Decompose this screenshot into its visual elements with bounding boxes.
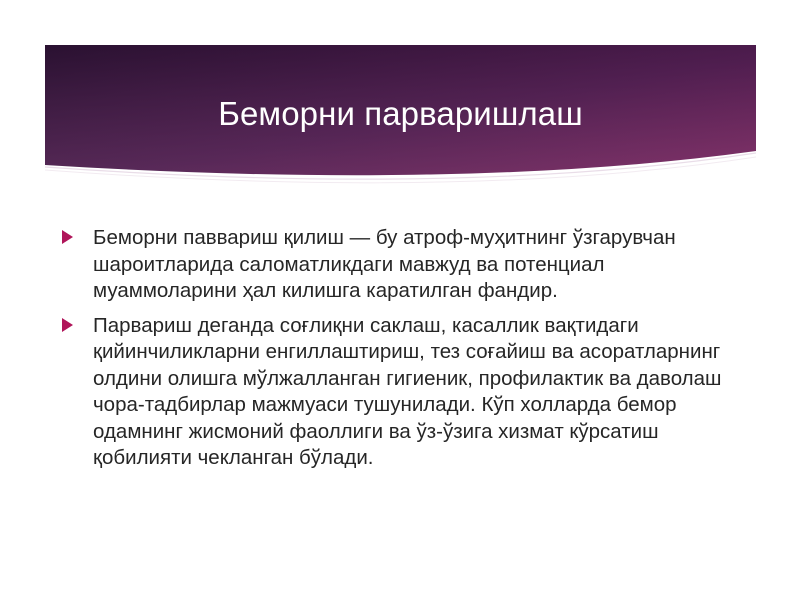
bullet-item [62,313,742,472]
bullet-text: Парвариш деганда соғлиқни саклаш, касаллик вақтидаги қийинчиликларни енгиллаштириш, тез соғайиш ва асоратларнинг олдини олишга мўлжалланган гигиеник, профилактик ва даволаш чора-тадбирлар мажмуаси тушунилади. Кўп холларда бемор одамнинг жисмоний фаоллиги ва ўз-ўзига хизмат кўрсатиш қобилияти чекланган бўлади. [93,313,722,469]
bullet-text: Беморни паввариш қилиш — бу атроф-муҳитнинг ўзгарувчан шароитларида саломатликдаги мавжуд ва потенциал муаммоларини ҳал килишга каратилган фандир. [93,226,676,302]
bullet-item [62,225,742,305]
triangle-bullet-icon [62,318,73,332]
slide-title: Беморни парваришлаш [218,95,583,132]
triangle-bullet-icon [62,230,73,244]
bullet-list [62,225,742,480]
